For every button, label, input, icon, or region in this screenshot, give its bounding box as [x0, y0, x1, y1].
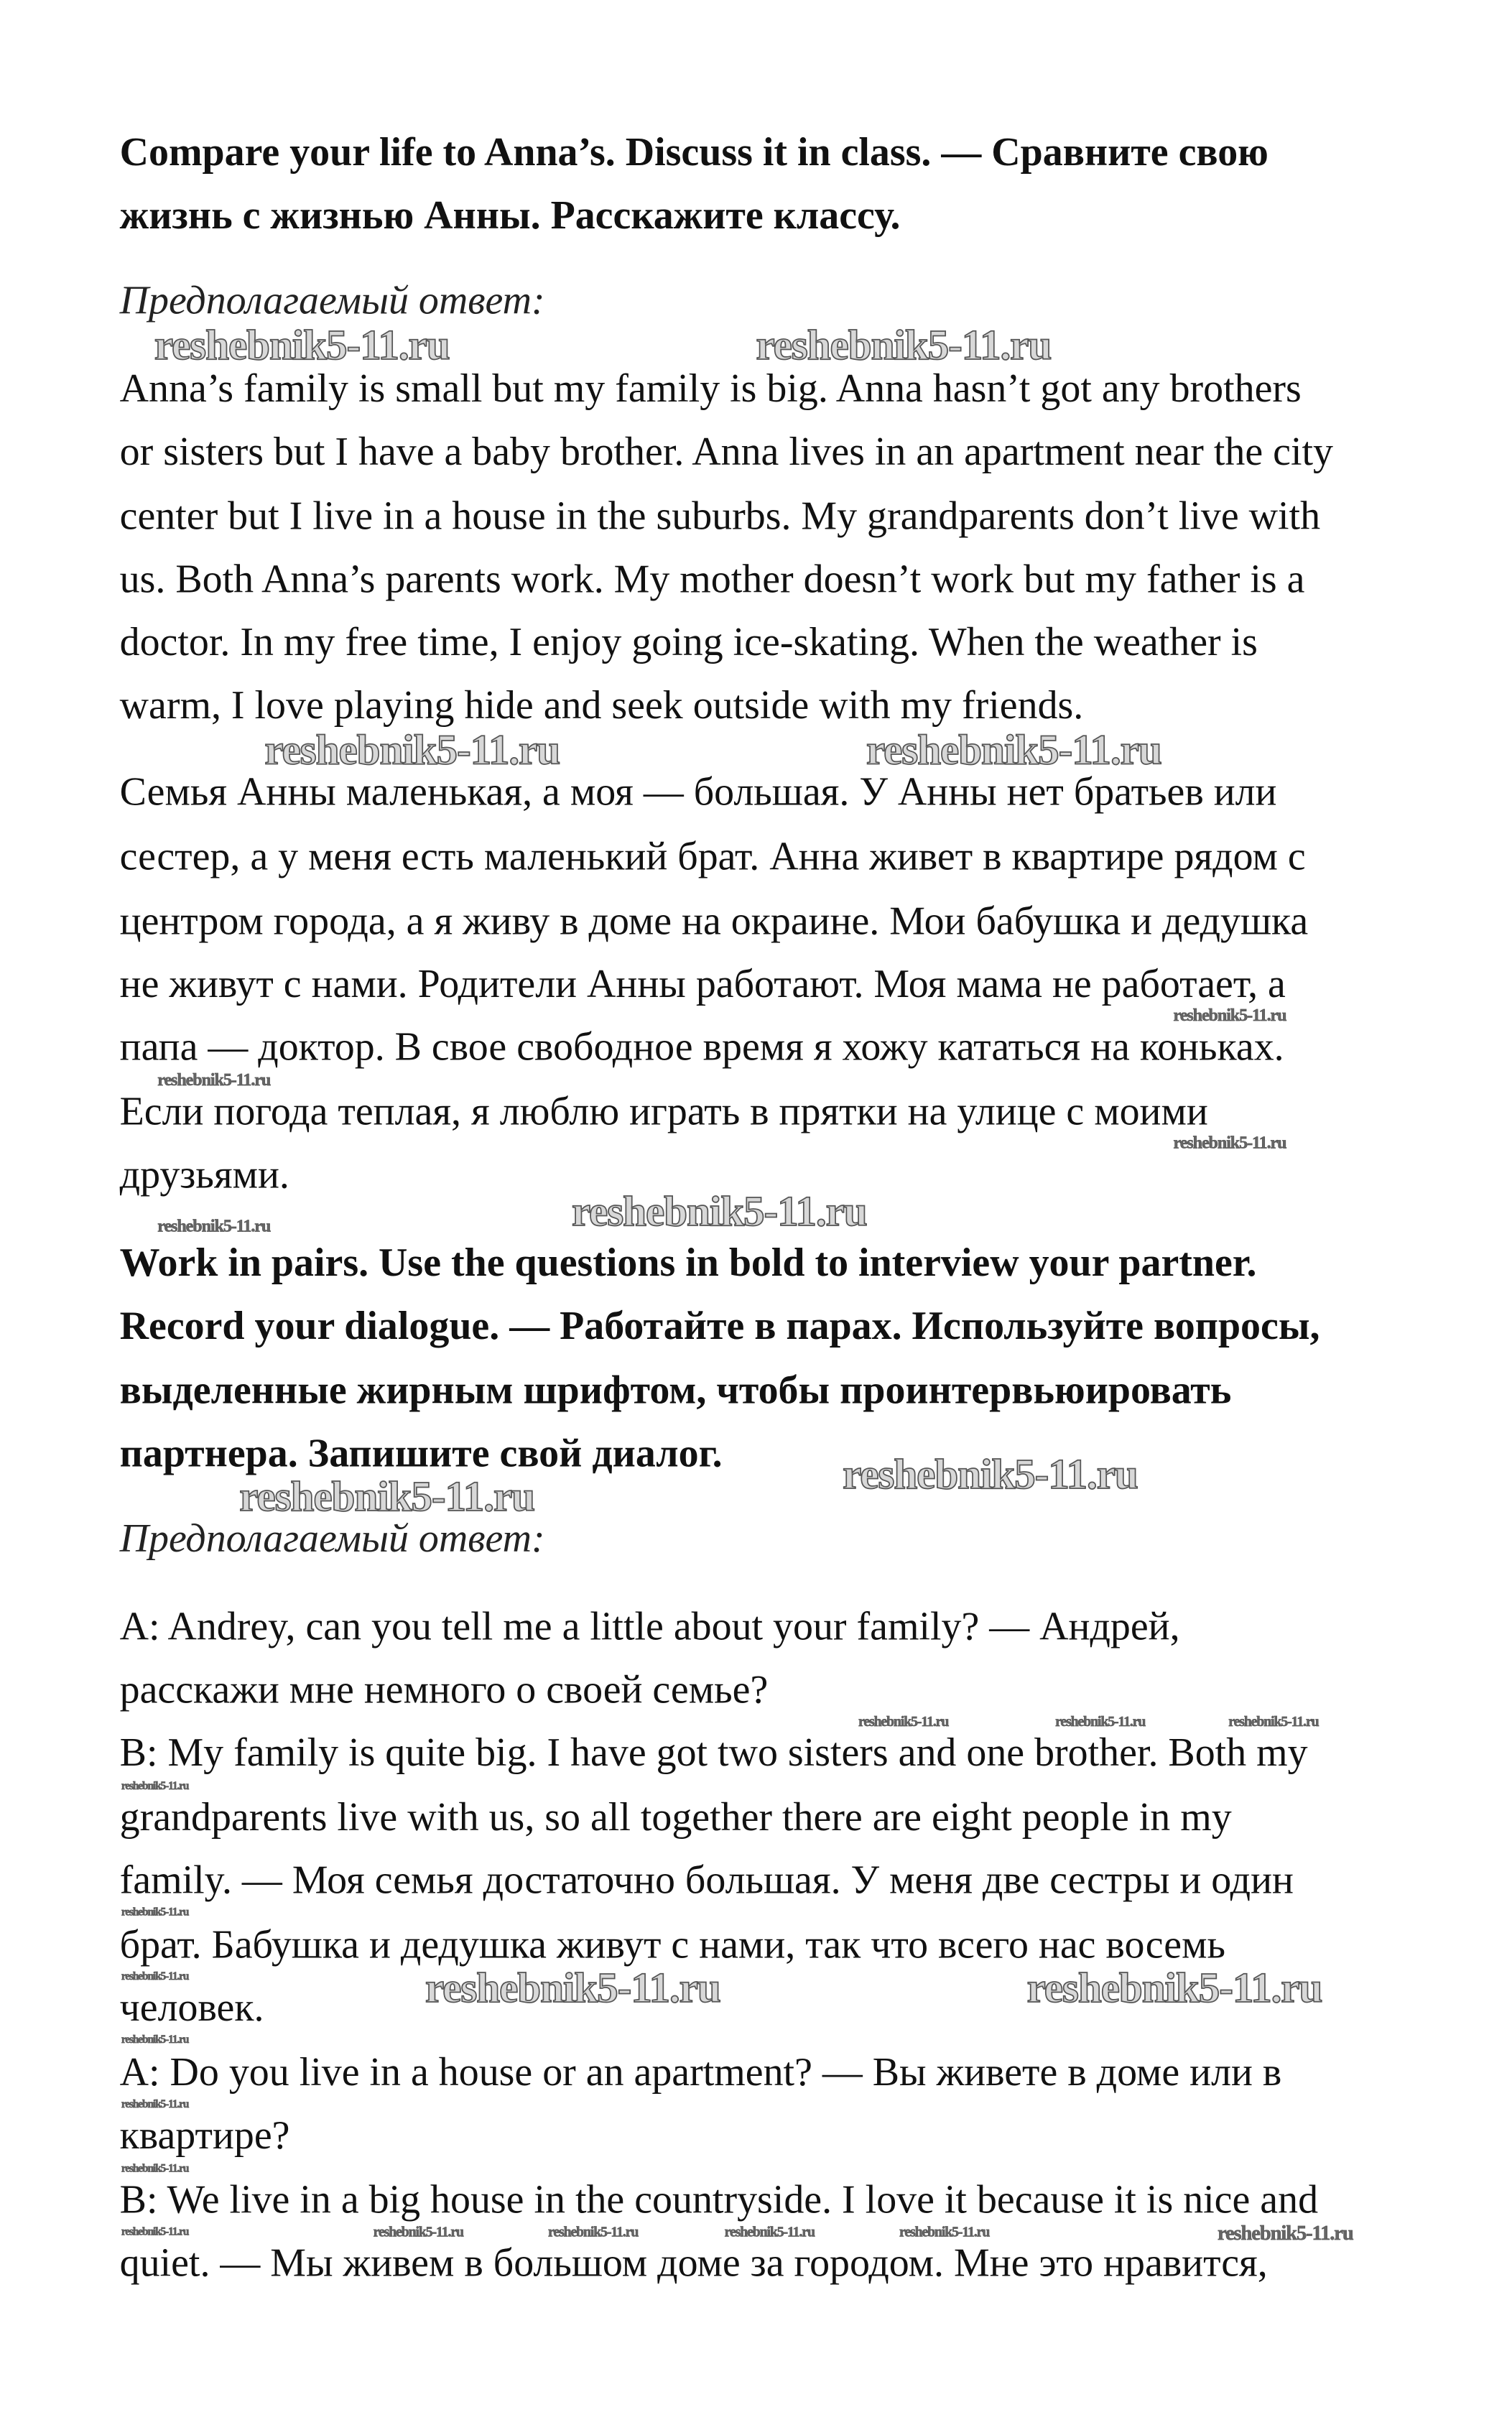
watermark: reshebnik5-11.ru [121, 1906, 189, 1919]
dialogue-line: расскажи мне немного о своей семье? [119, 1666, 769, 1712]
watermark: reshebnik5-11.ru [1173, 1006, 1286, 1026]
task2-heading-line: партнера. Запишите свой диалог. [119, 1429, 723, 1476]
dialogue-line: family. — Моя семья достаточно большая. У меня две сестры и один [119, 1857, 1294, 1903]
dialogue-line: B: We live in a big house in the countryside. I love it because it is nice and [119, 2176, 1319, 2222]
dialogue-line: брат. Бабушка и дедушка живут с нами, так что всего нас восемь [119, 1921, 1226, 1967]
task1-heading-line: жизнь с жизнью Анны. Расскажите классу. [119, 192, 901, 238]
russian-paragraph-line: центром города, а я живу в доме на окраине. Мои бабушка и дедушка [119, 897, 1309, 944]
watermark: reshebnik5-11.ru [157, 1217, 271, 1237]
english-paragraph-line: Anna’s family is small but my family is big. Anna hasn’t got any brothers [119, 365, 1302, 412]
watermark: reshebnik5-11.ru [1055, 1713, 1146, 1730]
answer-label: Предполагаемый ответ: [119, 277, 545, 323]
russian-paragraph-line: сестер, а у меня есть маленький брат. Анна живет в квартире рядом с [119, 833, 1306, 879]
watermark: reshebnik5-11.ru [899, 2224, 990, 2240]
watermark: reshebnik5-11.ru [121, 2033, 189, 2046]
russian-paragraph-line: друзьями. [119, 1151, 289, 1197]
dialogue-line: квартире? [119, 2112, 290, 2158]
watermark: reshebnik5-11.ru [157, 1071, 271, 1090]
watermark: reshebnik5-11.ru [425, 1964, 720, 2012]
watermark: reshebnik5-11.ru [121, 2162, 189, 2176]
answer-label: Предполагаемый ответ: [119, 1515, 545, 1561]
watermark: reshebnik5-11.ru [373, 2224, 463, 2240]
dialogue-line: человек. [119, 1984, 264, 2031]
watermark: reshebnik5-11.ru [239, 1473, 534, 1520]
dialogue-line: B: My family is quite big. I have got two sisters and one brother. Both my [119, 1729, 1308, 1776]
task1-heading-line: Compare your life to Anna’s. Discuss it in class. — Сравните свою [119, 129, 1268, 175]
watermark: reshebnik5-11.ru [858, 1713, 949, 1730]
watermark: reshebnik5-11.ru [724, 2224, 815, 2240]
watermark: reshebnik5-11.ru [1026, 1964, 1322, 2012]
english-paragraph-line: doctor. In my free time, I enjoy going ice-skating. When the weather is [119, 618, 1258, 665]
task2-heading-line: выделенные жирным шрифтом, чтобы проинтервьюировать [119, 1367, 1232, 1413]
watermark: reshebnik5-11.ru [121, 2225, 189, 2238]
watermark: reshebnik5-11.ru [154, 321, 450, 369]
dialogue-line: A: Do you live in a house or an apartment? — Вы живете в доме или в [119, 2049, 1282, 2095]
english-paragraph-line: us. Both Anna’s parents work. My mother doesn’t work but my father is a [119, 556, 1305, 602]
watermark: reshebnik5-11.ru [866, 725, 1161, 774]
watermark: reshebnik5-11.ru [121, 1970, 189, 1983]
russian-paragraph-line: не живут с нами. Родители Анны работают. Моя мама не работает, а [119, 960, 1286, 1007]
watermark: reshebnik5-11.ru [1228, 1713, 1319, 1730]
russian-paragraph-line: Если погода теплая, я люблю играть в прятки на улице с моими [119, 1088, 1208, 1134]
watermark: reshebnik5-11.ru [1173, 1133, 1286, 1154]
russian-paragraph-line: Семья Анны маленькая, а моя — большая. У Анны нет братьев или [119, 769, 1277, 815]
russian-paragraph-line: папа — доктор. В свое свободное время я хожу кататься на коньках. [119, 1024, 1284, 1070]
task2-heading-line: Record your dialogue. — Работайте в парах. Используйте вопросы, [119, 1302, 1320, 1348]
english-paragraph-line: center but I live in a house in the suburbs. My grandparents don’t live with [119, 493, 1321, 539]
dialogue-line: A: Andrey, can you tell me a little about your family? — Андрей, [119, 1603, 1180, 1649]
watermark: reshebnik5-11.ru [121, 1779, 189, 1793]
task2-heading-line: Work in pairs. Use the questions in bold to interview your partner. [119, 1239, 1257, 1286]
watermark: reshebnik5-11.ru [571, 1187, 867, 1235]
english-paragraph-line: warm, I love playing hide and seek outside with my friends. [119, 682, 1084, 728]
dialogue-line: grandparents live with us, so all together there are eight people in my [119, 1794, 1232, 1840]
watermark: reshebnik5-11.ru [548, 2224, 639, 2240]
dialogue-line: quiet. — Мы живем в большом доме за городом. Мне это нравится, [119, 2240, 1268, 2286]
watermark: reshebnik5-11.ru [264, 725, 560, 774]
watermark: reshebnik5-11.ru [1217, 2220, 1353, 2245]
watermark: reshebnik5-11.ru [756, 321, 1052, 369]
english-paragraph-line: or sisters but I have a baby brother. Anna lives in an apartment near the city [119, 428, 1333, 475]
watermark: reshebnik5-11.ru [121, 2097, 189, 2111]
watermark: reshebnik5-11.ru [843, 1450, 1138, 1498]
